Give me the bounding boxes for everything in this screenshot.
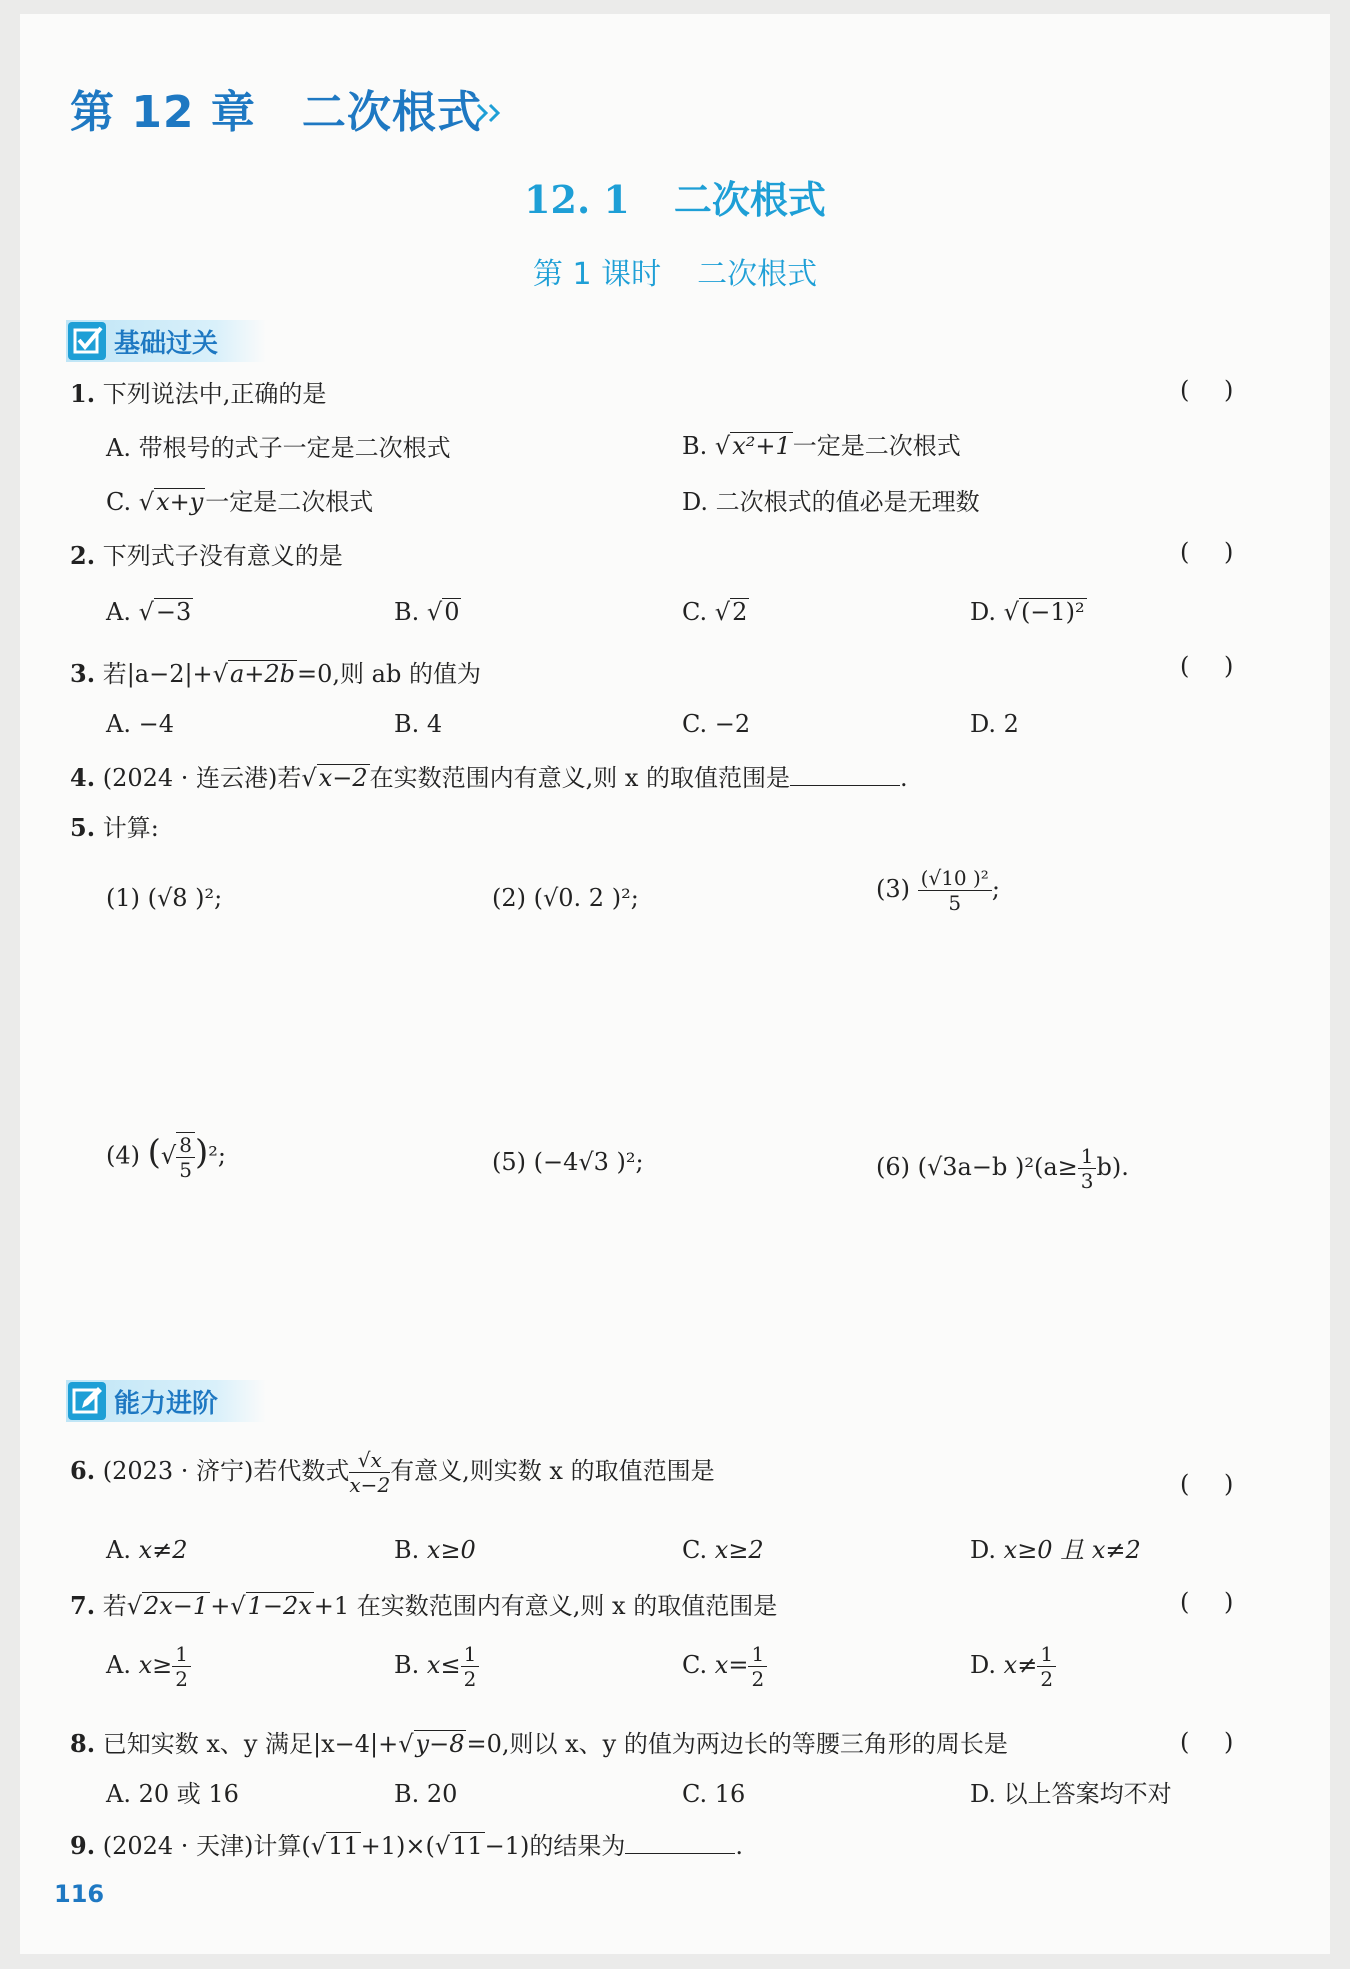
question-5: 5. 计算: bbox=[70, 813, 159, 842]
textbook-page bbox=[20, 14, 1330, 1954]
answer-paren: ( ) bbox=[1180, 652, 1234, 680]
chapter-number: 第 12 章 bbox=[70, 87, 256, 138]
question-stem: 下列说法中,正确的是 bbox=[102, 380, 327, 408]
section-number: 12. 1 bbox=[524, 177, 630, 222]
sub-question-2: (2) (√0. 2 )²; bbox=[492, 884, 639, 912]
question-number: 1. bbox=[70, 379, 96, 408]
option-d: D. √(−1)² bbox=[970, 598, 1085, 626]
option-b: B. x≤ $\frac{1}{2}$ bbox=[394, 1642, 479, 1691]
section-heading bbox=[20, 169, 1330, 224]
option-c: C. −2 bbox=[682, 710, 751, 738]
lesson-heading bbox=[20, 249, 1330, 293]
sub-question-3: (3) $\frac{\text{(√10 )²}}{5}$ ; bbox=[876, 866, 1000, 915]
basic-section-banner bbox=[66, 320, 266, 362]
option-c: C. x≥2 bbox=[682, 1536, 764, 1564]
option-d: D. 二次根式的值必是无理数 bbox=[682, 488, 980, 516]
question-8: 8. 已知实数 x、y 满足|x−4|+√y−8=0,则以 x、y 的值为两边长的等腰三角形的周长是 bbox=[70, 1729, 1008, 1758]
basic-banner-label: 基础过关 bbox=[114, 329, 219, 359]
option-a: A. √−3 bbox=[106, 598, 192, 626]
option-c: C. √2 bbox=[682, 598, 748, 626]
option-d: D. x≥0 且 x≠2 bbox=[970, 1536, 1141, 1564]
answer-paren: ( ) bbox=[1180, 1588, 1234, 1616]
advanced-banner-label: 能力进阶 bbox=[114, 1389, 219, 1419]
answer-blank[interactable] bbox=[790, 763, 900, 786]
option-b: B. √x²+1一定是二次根式 bbox=[682, 432, 961, 460]
sub-question-6: (6) (√3a−b )²(a≥ $\frac{1}{3}$ b). bbox=[876, 1144, 1129, 1193]
option-c: C. √x+y一定是二次根式 bbox=[106, 488, 374, 516]
option-a: A. −4 bbox=[106, 710, 174, 738]
option-d: D. 2 bbox=[970, 710, 1019, 738]
option-b: B. √0 bbox=[394, 598, 460, 626]
page-number: 116 bbox=[54, 1880, 105, 1908]
lesson-number: 第 1 课时 bbox=[532, 257, 662, 292]
section-title: 二次根式 bbox=[673, 177, 826, 222]
sub-question-1: (1) (√8 )²; bbox=[106, 884, 223, 912]
answer-paren: ( ) bbox=[1180, 376, 1234, 404]
answer-blank[interactable] bbox=[625, 1831, 735, 1854]
checkbox-icon bbox=[68, 322, 106, 360]
option-c: C. x= $\frac{1}{2}$ bbox=[682, 1642, 767, 1691]
option-d: D. x≠ $\frac{1}{2}$ bbox=[970, 1642, 1056, 1691]
chapter-heading bbox=[70, 76, 482, 140]
question-9: 9. (2024 · 天津)计算(√11+1)×(√11−1)的结果为 . bbox=[70, 1831, 744, 1860]
option-a: A. 20 或 16 bbox=[106, 1780, 239, 1808]
answer-paren: ( ) bbox=[1180, 1728, 1234, 1756]
lesson-title: 二次根式 bbox=[697, 257, 818, 292]
option-b: B. 4 bbox=[394, 710, 443, 738]
option-b: B. 20 bbox=[394, 1780, 458, 1808]
chapter-title: 二次根式 bbox=[301, 87, 482, 138]
question-7: 7. 若√2x−1+√1−2x+1 在实数范围内有意义,则 x 的取值范围是 bbox=[70, 1591, 778, 1620]
question-6: 6. (2023 · 济宁)若代数式 $\frac{√x}{x-2}$ 有意义,则实数 x 的取值范围是 bbox=[70, 1448, 715, 1497]
answer-paren: ( ) bbox=[1180, 1470, 1234, 1498]
option-b: B. x≥0 bbox=[394, 1536, 476, 1564]
question-4: 4. (2024 · 连云港)若√x−2在实数范围内有意义,则 x 的取值范围是 . bbox=[70, 763, 908, 792]
question-2: 2. 下列式子没有意义的是 bbox=[70, 541, 343, 570]
option-a: A. x≠2 bbox=[106, 1536, 188, 1564]
answer-paren: ( ) bbox=[1180, 538, 1234, 566]
question-3: 3. 若|a−2|+√a+2b=0,则 ab 的值为 bbox=[70, 659, 481, 688]
double-chevron-icon bbox=[476, 102, 506, 124]
sub-question-5: (5) (−4√3 )²; bbox=[492, 1148, 644, 1176]
option-a: A. x≥ $\frac{1}{2}$ bbox=[106, 1642, 191, 1691]
advanced-section-banner bbox=[66, 1380, 266, 1422]
question-1 bbox=[70, 378, 326, 410]
option-c: C. 16 bbox=[682, 1780, 746, 1808]
pencil-icon bbox=[68, 1382, 106, 1420]
option-a: A. 带根号的式子一定是二次根式 bbox=[106, 434, 451, 462]
sub-question-4: (4) (√ $\frac{8}{5}$ )²; bbox=[106, 1132, 226, 1182]
option-d: D. 以上答案均不对 bbox=[970, 1780, 1172, 1808]
